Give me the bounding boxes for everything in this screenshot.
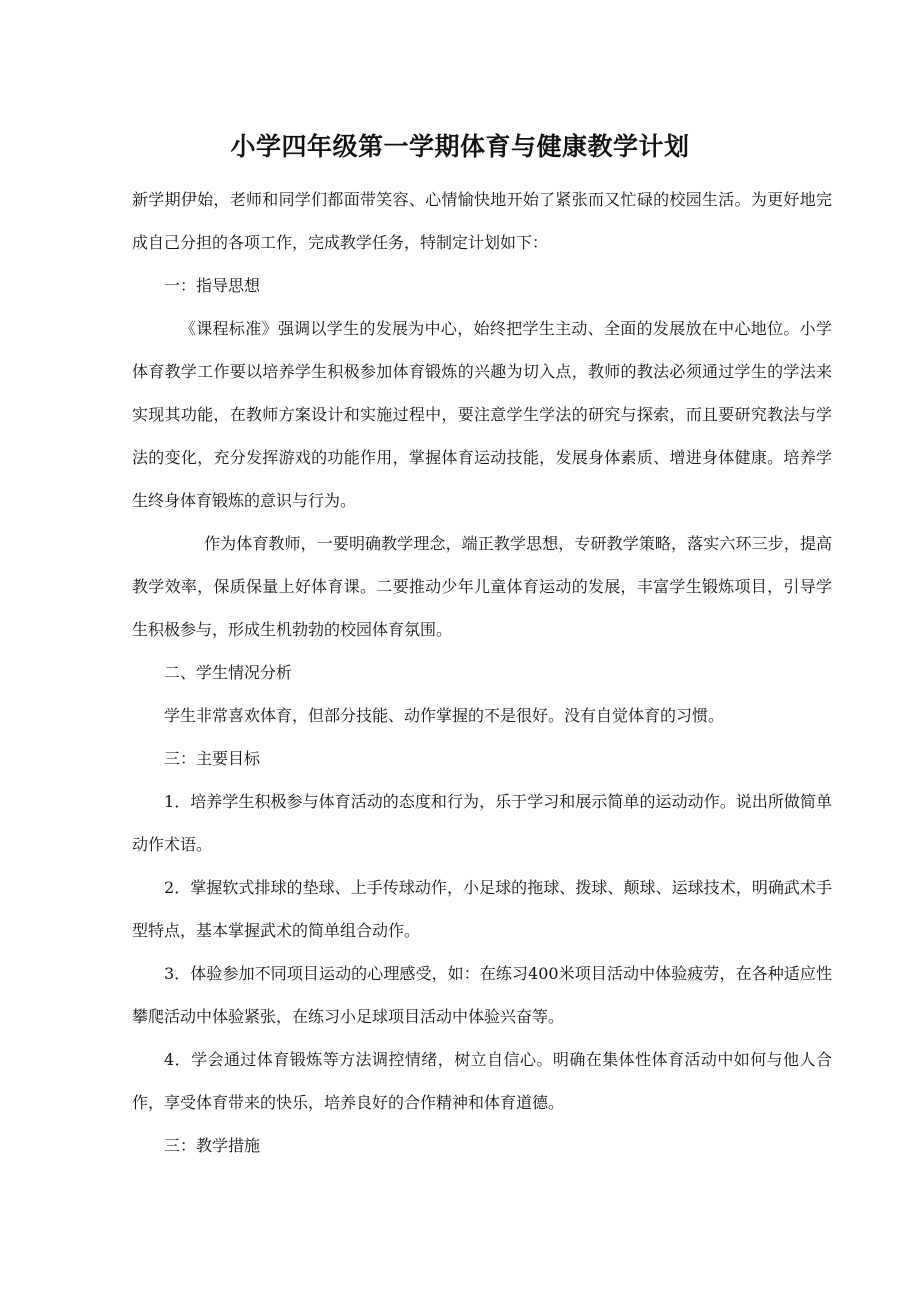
goal-item-1: 1．培养学生积极参与体育活动的态度和行为，乐于学习和展示简单的运动动作。说出所做简单动作术语。	[132, 792, 832, 854]
goal-item-2: 2．掌握软式排球的垫球、上手传球动作，小足球的拖球、拨球、颠球、运球技术，明确武术手型特点，基本掌握武术的简单组合动作。	[132, 878, 832, 940]
goal-item-4: 4．学会通过体育锻炼等方法调控情绪，树立自信心。明确在集体性体育活动中如何与他人合作，享受体育带来的快乐，培养良好的合作精神和体育道德。	[132, 1050, 832, 1112]
section-heading-main-goals: 三：主要目标	[164, 749, 261, 768]
goal-item-3: 3．体验参加不同项目运动的心理感受，如：在练习400米项目活动中体验疲劳，在各种适应性攀爬活动中体验紧张，在练习小足球项目活动中体验兴奋等。	[132, 964, 832, 1026]
document-title: 小学四年级第一学期体育与健康教学计划	[230, 132, 690, 161]
student-analysis-paragraph: 学生非常喜欢体育，但部分技能、动作掌握的不是很好。没有自觉体育的习惯。	[164, 706, 725, 725]
intro-paragraph: 新学期伊始，老师和同学们都面带笑容、心情愉快地开始了紧张而又忙碌的校园生活。为更好地完成自己分担的各项工作，完成教学任务，特制定计划如下：	[132, 190, 832, 252]
section-heading-guiding-ideology: 一：指导思想	[164, 276, 261, 295]
teacher-role-paragraph: 作为体育教师，一要明确教学理念，端正教学思想，专研教学策略，落实六环三步，提高教学效率，保质保量上好体育课。二要推动少年儿童体育运动的发展，丰富学生锻炼项目，引导学生积极参与，形成生机勃勃的校园体育氛围。	[132, 534, 832, 639]
guiding-ideology-paragraph: 《课程标准》强调以学生的发展为中心，始终把学生主动、全面的发展放在中心地位。小学体育教学工作要以培养学生积极参加体育锻炼的兴趣为切入点，教师的教法必须通过学生的学法来实现其功能，在教师方案设计和实施过程中，要注意学生学法的研究与探索，而且要研究教法与学法的变化，充分发挥游戏的功能作用，掌握体育运动技能，发展身体素质、增进身体健康。培养学生终身体育锻炼的意识与行为。	[132, 319, 832, 510]
document-body	[132, 178, 832, 1167]
section-heading-student-analysis: 二、学生情况分析	[164, 663, 293, 682]
section-heading-teaching-measures: 三：教学措施	[164, 1136, 261, 1155]
